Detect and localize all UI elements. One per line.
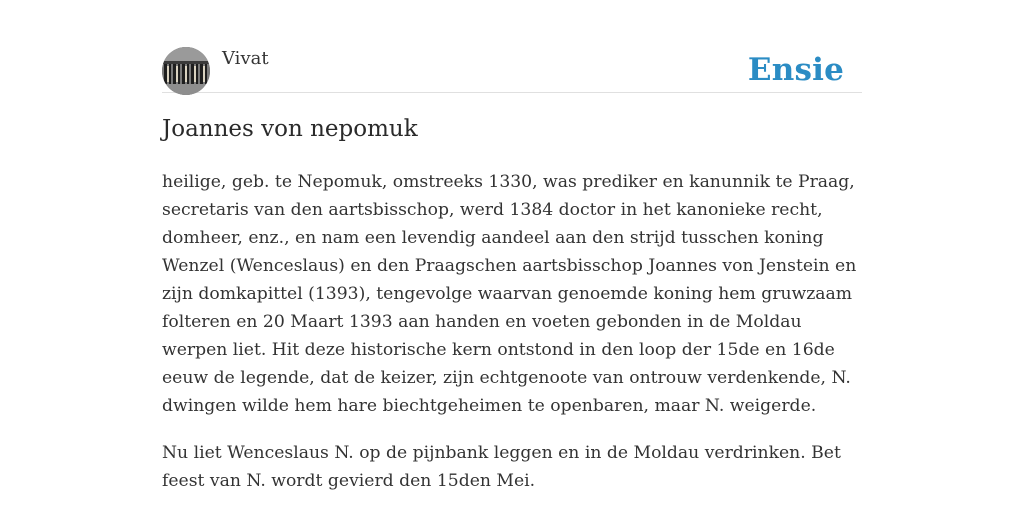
page-title: Joannes von nepomuk <box>162 116 418 142</box>
paragraph: heilige, geb. te Nepomuk, omstreeks 1330, was prediker en kanunnik te Praag, secretaris van den aartsbisschop, werd 1384 doctor in het kanonieke recht, domheer, enz., en nam een levendig aandeel aan den strijd tusschen koning Wenzel (Wenceslaus) en den Praagschen aartsbisschop Joannes von Jenstein en zijn domkapittel (1393), tengevolge waarvan genoemde koning hem gruwzaam folteren en 20 Maart 1393 aan handen en voeten gebonden in de Moldau werpen liet. Hit deze historische kern ontstond in den loop der 15de en 16de eeuw de legende, dat de keizer, zijn echtgenoote van ontrouw verdenkende, N. dwingen wilde hem hare biechtgeheimen te openbaren, maar N. weigerde. <box>162 172 857 416</box>
article-body <box>162 168 862 512</box>
author-name[interactable]: Vivat <box>222 48 269 69</box>
books-avatar-icon <box>162 47 210 95</box>
ensie-logo[interactable]: Ensie <box>747 52 844 88</box>
avatar[interactable] <box>162 47 210 95</box>
header <box>162 46 862 93</box>
paragraph: Nu liet Wenceslaus N. op de pijnbank leggen en in de Moldau verdrinken. Bet feest van N. wordt gevierd den 15den Mei. <box>162 443 841 491</box>
